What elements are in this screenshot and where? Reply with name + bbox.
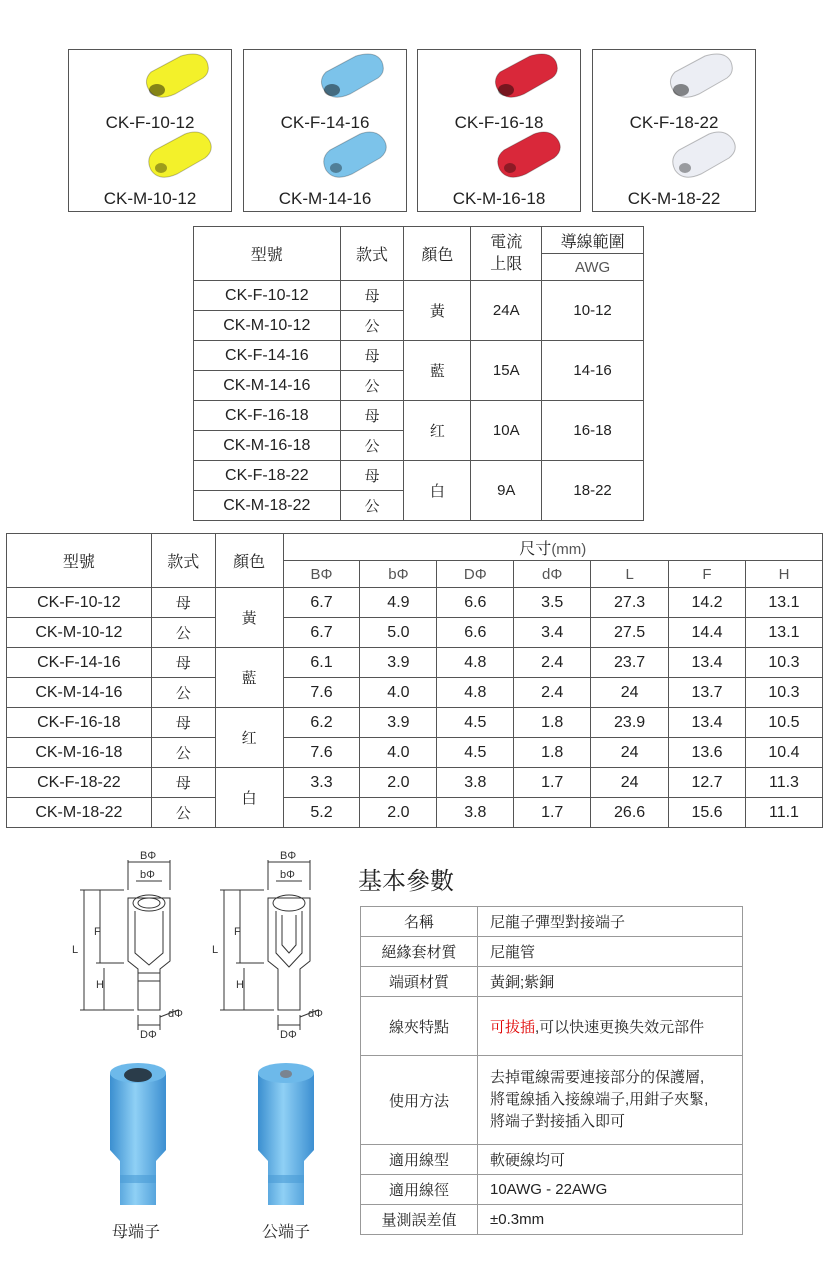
header-color: 顏色 (215, 534, 283, 588)
label-b: bΦ (140, 869, 155, 881)
male-terminal-photo (258, 1063, 314, 1205)
table-cell-style: 公 (151, 738, 215, 768)
label-H: H (236, 979, 244, 991)
table-cell-dimension: 13.7 (669, 678, 746, 708)
table-cell-model: CK-M-14-16 (7, 678, 152, 708)
table-cell-dimension: 27.3 (591, 588, 669, 618)
table-cell-awg: 18-22 (542, 461, 644, 521)
table-cell-dimension: 4.8 (437, 648, 514, 678)
product-card-18-22 (592, 49, 756, 212)
table-cell-dimension: 1.7 (514, 798, 591, 828)
male-model-label: CK-M-10-12 (103, 189, 197, 208)
table-cell-style: 母 (340, 461, 404, 491)
female-model-label: CK-F-10-12 (105, 113, 195, 132)
product-card-16-18 (417, 49, 581, 212)
table-cell-dimension: 10.5 (745, 708, 822, 738)
header-style: 款式 (340, 227, 404, 281)
table-cell-color: 藍 (215, 648, 283, 708)
table-cell-model: CK-F-18-22 (194, 461, 341, 491)
table-cell-dimension: 6.2 (283, 708, 360, 738)
table-cell-model: CK-F-10-12 (7, 588, 152, 618)
table-cell-color: 黃 (215, 588, 283, 648)
table-cell-dimension: 10.4 (745, 738, 822, 768)
male-terminal-caption: 公端子 (262, 1224, 311, 1241)
table-cell-model: CK-F-16-18 (194, 401, 341, 431)
table-cell-current: 10A (471, 401, 542, 461)
male-model-label: CK-M-14-16 (278, 189, 372, 208)
table-cell-awg: 14-16 (542, 341, 644, 401)
table-cell-dimension: 14.4 (669, 618, 746, 648)
header-size-unit: (mm) (551, 540, 587, 558)
table-cell-dimension: 2.0 (360, 768, 437, 798)
table-cell-style: 公 (340, 431, 404, 461)
table-cell-dimension: 24 (591, 768, 669, 798)
table-cell-color: 黃 (404, 281, 471, 341)
header-model: 型號 (194, 227, 341, 281)
param-key: 適用線徑 (361, 1175, 478, 1205)
male-connector-tip (679, 163, 691, 173)
param-value: 尼龍管 (478, 937, 743, 967)
table-cell-current: 24A (471, 281, 542, 341)
params-title: 基本參數 (358, 868, 454, 895)
table-cell-dimension: 1.8 (514, 708, 591, 738)
label-L: L (212, 944, 219, 956)
table-cell-dimension: 5.2 (283, 798, 360, 828)
table-cell-model: CK-M-16-18 (194, 431, 341, 461)
table-cell-dimension: 2.0 (360, 798, 437, 828)
table-row (7, 738, 823, 768)
table-cell-model: CK-F-14-16 (7, 648, 152, 678)
spec-table-current (193, 226, 644, 521)
header-current-line2: 上限 (490, 255, 523, 273)
table-cell-model: CK-M-10-12 (194, 311, 341, 341)
param-key: 名稱 (361, 907, 478, 937)
param-key: 量測誤差值 (361, 1205, 478, 1235)
table-row (7, 618, 823, 648)
table-row (7, 648, 823, 678)
table-cell-model: CK-M-14-16 (194, 371, 341, 401)
table-row (7, 678, 823, 708)
table-cell-dimension: 2.4 (514, 648, 591, 678)
male-connector-tip (504, 163, 516, 173)
table-cell-current: 9A (471, 461, 542, 521)
male-connector-tip (155, 163, 167, 173)
table-cell-dimension: 13.1 (745, 588, 822, 618)
table-cell-style: 公 (340, 311, 404, 341)
table-cell-dimension: 5.0 (360, 618, 437, 648)
table-cell-style: 公 (151, 618, 215, 648)
table-row (7, 768, 823, 798)
header-color: 顏色 (404, 227, 471, 281)
product-card-14-16 (243, 49, 407, 212)
table-cell-style: 母 (340, 281, 404, 311)
param-value: 軟硬線均可 (478, 1145, 743, 1175)
female-model-label: CK-F-16-18 (454, 113, 544, 132)
table-cell-dimension: 4.5 (437, 708, 514, 738)
table-cell-dimension: 11.1 (745, 798, 822, 828)
table-cell-current: 15A (471, 341, 542, 401)
param-value (478, 1056, 743, 1145)
header-dim-col: L (591, 561, 669, 588)
table-cell-color: 红 (215, 708, 283, 768)
param-value-rest: ,可以快速更換失效元部件 (535, 1018, 705, 1036)
header-dim-col: BΦ (283, 561, 360, 588)
table-cell-dimension: 4.0 (360, 678, 437, 708)
table-cell-dimension: 6.6 (437, 588, 514, 618)
male-model-label: CK-M-18-22 (627, 189, 721, 208)
label-b: bΦ (280, 869, 295, 881)
spec-table-dimensions (6, 533, 823, 828)
table-cell-dimension: 4.5 (437, 738, 514, 768)
female-terminal-caption: 母端子 (112, 1224, 161, 1241)
header-model: 型號 (7, 534, 152, 588)
female-connector-opening (498, 84, 514, 96)
header-dim-col: H (745, 561, 822, 588)
table-cell-dimension: 13.4 (669, 708, 746, 738)
param-value-line: 將端子對接插入即可 (490, 1113, 626, 1130)
header-current (471, 227, 542, 281)
table-cell-model: CK-F-18-22 (7, 768, 152, 798)
header-dim-col: F (669, 561, 746, 588)
param-value-line: 去掉電線需要連接部分的保護層, (490, 1069, 705, 1086)
table-cell-dimension: 6.7 (283, 588, 360, 618)
table-cell-style: 母 (340, 401, 404, 431)
table-cell-model: CK-M-18-22 (7, 798, 152, 828)
table-cell-model: CK-F-14-16 (194, 341, 341, 371)
table-cell-dimension: 24 (591, 738, 669, 768)
table-row (7, 588, 823, 618)
table-cell-style: 公 (340, 371, 404, 401)
table-cell-dimension: 6.7 (283, 618, 360, 648)
header-range: 導線範圍 (542, 227, 644, 254)
param-key: 使用方法 (361, 1056, 478, 1145)
table-cell-color: 藍 (404, 341, 471, 401)
table-cell-dimension: 7.6 (283, 738, 360, 768)
table-cell-dimension: 13.6 (669, 738, 746, 768)
table-cell-dimension: 3.8 (437, 768, 514, 798)
table-cell-awg: 16-18 (542, 401, 644, 461)
label-F: F (94, 926, 101, 938)
table-cell-style: 公 (151, 678, 215, 708)
header-style: 款式 (151, 534, 215, 588)
param-key: 絕緣套材質 (361, 937, 478, 967)
label-d: dΦ (308, 1008, 323, 1020)
label-B: BΦ (280, 850, 297, 862)
table-cell-dimension: 26.6 (591, 798, 669, 828)
table-cell-dimension: 6.6 (437, 618, 514, 648)
table-cell-dimension: 3.3 (283, 768, 360, 798)
table-cell-color: 白 (215, 768, 283, 828)
table-cell-dimension: 4.9 (360, 588, 437, 618)
param-value (478, 997, 743, 1056)
table-cell-style: 母 (151, 708, 215, 738)
table-cell-dimension: 14.2 (669, 588, 746, 618)
table-cell-style: 母 (151, 588, 215, 618)
label-F: F (234, 926, 241, 938)
table-cell-dimension: 4.8 (437, 678, 514, 708)
male-connector-tip (330, 163, 342, 173)
table-cell-dimension: 10.3 (745, 678, 822, 708)
header-size (283, 534, 822, 561)
param-value: 黃銅;紫銅 (478, 967, 743, 997)
header-current-line1: 電流 (490, 233, 523, 251)
female-connector-opening (673, 84, 689, 96)
table-cell-dimension: 10.3 (745, 648, 822, 678)
table-cell-dimension: 4.0 (360, 738, 437, 768)
female-model-label: CK-F-14-16 (280, 113, 370, 132)
param-value: 尼龍子彈型對接端子 (478, 907, 743, 937)
label-d: dΦ (168, 1008, 183, 1020)
header-awg: AWG (542, 254, 644, 281)
table-cell-dimension: 23.9 (591, 708, 669, 738)
param-value: 10AWG - 22AWG (478, 1175, 743, 1205)
label-D: DΦ (140, 1029, 157, 1041)
table-row (7, 708, 823, 738)
table-cell-dimension: 3.5 (514, 588, 591, 618)
table-cell-dimension: 24 (591, 678, 669, 708)
female-connector-opening (324, 84, 340, 96)
table-cell-dimension: 2.4 (514, 678, 591, 708)
label-B: BΦ (140, 850, 157, 862)
param-key: 適用線型 (361, 1145, 478, 1175)
label-L: L (72, 944, 79, 956)
table-cell-model: CK-F-10-12 (194, 281, 341, 311)
table-cell-dimension: 15.6 (669, 798, 746, 828)
table-cell-color: 白 (404, 461, 471, 521)
header-dim-col: dΦ (514, 561, 591, 588)
table-cell-dimension: 3.9 (360, 708, 437, 738)
table-cell-dimension: 7.6 (283, 678, 360, 708)
param-key: 端頭材質 (361, 967, 478, 997)
table-cell-dimension: 13.4 (669, 648, 746, 678)
female-connector-opening (149, 84, 165, 96)
table-cell-dimension: 3.8 (437, 798, 514, 828)
table-cell-model: CK-M-16-18 (7, 738, 152, 768)
female-terminal-photo (110, 1063, 166, 1205)
table-cell-dimension: 27.5 (591, 618, 669, 648)
table-cell-dimension: 13.1 (745, 618, 822, 648)
table-cell-awg: 10-12 (542, 281, 644, 341)
table-cell-dimension: 23.7 (591, 648, 669, 678)
table-cell-color: 红 (404, 401, 471, 461)
label-D: DΦ (280, 1029, 297, 1041)
table-cell-style: 公 (151, 798, 215, 828)
table-cell-model: CK-F-16-18 (7, 708, 152, 738)
params-table (360, 906, 743, 1235)
label-H: H (96, 979, 104, 991)
table-cell-dimension: 11.3 (745, 768, 822, 798)
table-row (7, 798, 823, 828)
table-cell-style: 母 (340, 341, 404, 371)
table-cell-style: 母 (151, 648, 215, 678)
table-cell-style: 母 (151, 768, 215, 798)
table-cell-dimension: 3.4 (514, 618, 591, 648)
table-cell-dimension: 3.9 (360, 648, 437, 678)
dimension-diagram (60, 845, 340, 1045)
connector-photos-blue (90, 1055, 320, 1215)
male-model-label: CK-M-16-18 (452, 189, 546, 208)
table-cell-model: CK-M-18-22 (194, 491, 341, 521)
product-card-10-12 (68, 49, 232, 212)
table-cell-style: 公 (340, 491, 404, 521)
table-cell-dimension: 1.8 (514, 738, 591, 768)
table-cell-dimension: 12.7 (669, 768, 746, 798)
header-dim-col: DΦ (437, 561, 514, 588)
param-key: 線夾特點 (361, 997, 478, 1056)
param-value-line: 將電線插入接線端子,用鉗子夾緊, (490, 1091, 709, 1108)
table-cell-dimension: 6.1 (283, 648, 360, 678)
header-dim-col: bΦ (360, 561, 437, 588)
header-size-label: 尺寸 (519, 540, 552, 558)
param-value: ±0.3mm (478, 1205, 743, 1235)
param-value-highlight: 可拔插 (490, 1018, 536, 1036)
table-cell-dimension: 1.7 (514, 768, 591, 798)
table-cell-model: CK-M-10-12 (7, 618, 152, 648)
female-model-label: CK-F-18-22 (629, 113, 719, 132)
